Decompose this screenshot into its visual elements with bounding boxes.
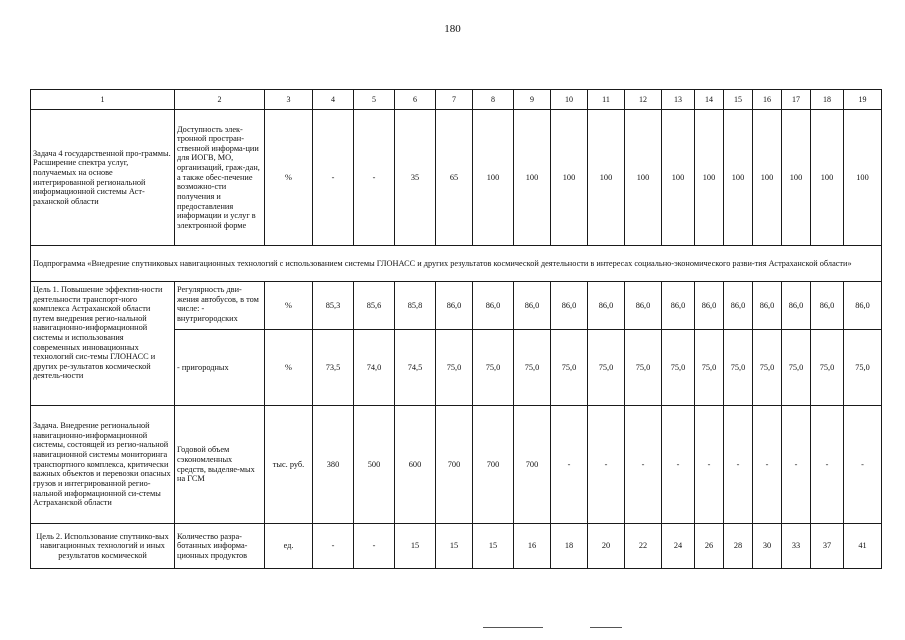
value-cell: 74,0 [354, 330, 395, 406]
value-cell: 24 [662, 524, 695, 569]
value-cell: 86,0 [625, 282, 662, 330]
subprogram-title: Подпрограмма «Внедрение спутниковых навигационных технологий с использованием системы ГЛОНАСС и других результатов космической деятельности в интересах социально-экономического разви-тия Астраханской области» [31, 246, 882, 282]
goal-cell: Задача 4 государственной про-граммы. Расширение спектра услуг, получаемых на основе интегрированной региональной информационной системы Аст-раханской области [31, 110, 175, 246]
column-number-header: 17 [782, 90, 811, 110]
column-number-header: 8 [473, 90, 514, 110]
column-number-header: 3 [265, 90, 313, 110]
column-number-header: 15 [724, 90, 753, 110]
value-cell: 18 [551, 524, 588, 569]
value-cell: 100 [753, 110, 782, 246]
column-number-header: 5 [354, 90, 395, 110]
value-cell: 380 [313, 406, 354, 524]
value-cell: 100 [551, 110, 588, 246]
value-cell: 86,0 [473, 282, 514, 330]
value-cell: 75,0 [662, 330, 695, 406]
value-cell: 100 [844, 110, 882, 246]
value-cell: - [724, 406, 753, 524]
indicator-cell: Доступность элек-тронной простран-ственной информа-ции для ИОГВ, МО, организаций, граж-дан, а также обес-печение возможно-сти получения и предоставления информации и услуг в электронной форме [175, 110, 265, 246]
value-cell: 100 [724, 110, 753, 246]
unit-cell: % [265, 282, 313, 330]
value-cell: 86,0 [551, 282, 588, 330]
page-number: 180 [444, 23, 461, 35]
value-cell: 16 [514, 524, 551, 569]
goal-cell: Цель 1. Повышение эффектив-ности деятельности транспорт-ного комплекса Астраханской области путем внедрения регио-нальной навигационно-информационной системы и использования современных инновационных технологий сис-темы ГЛОНАСС и других ре-зультатов космической деятель-ности [31, 282, 175, 406]
value-cell: 100 [625, 110, 662, 246]
value-cell: 100 [473, 110, 514, 246]
value-cell: 100 [662, 110, 695, 246]
value-cell: 85,3 [313, 282, 354, 330]
value-cell: 100 [695, 110, 724, 246]
value-cell: 37 [811, 524, 844, 569]
column-number-header: 10 [551, 90, 588, 110]
value-cell: 75,0 [724, 330, 753, 406]
column-number-header: 12 [625, 90, 662, 110]
column-number-header: 9 [514, 90, 551, 110]
column-number-header: 18 [811, 90, 844, 110]
value-cell: 86,0 [724, 282, 753, 330]
goal1-row-urban [31, 282, 882, 330]
value-cell: 86,0 [811, 282, 844, 330]
value-cell: 700 [436, 406, 473, 524]
value-cell: 73,5 [313, 330, 354, 406]
column-number-header: 13 [662, 90, 695, 110]
value-cell: 86,0 [753, 282, 782, 330]
unit-cell: % [265, 110, 313, 246]
column-number-header: 11 [588, 90, 625, 110]
value-cell: 86,0 [695, 282, 724, 330]
indicators-table [30, 89, 882, 569]
unit-cell: % [265, 330, 313, 406]
column-number-header: 1 [31, 90, 175, 110]
value-cell: 86,0 [782, 282, 811, 330]
stray-mark [483, 627, 543, 628]
indicator-cell: Регулярность дви-жения автобусов, в том числе: - внутригородских [175, 282, 265, 330]
value-cell: 20 [588, 524, 625, 569]
value-cell: 86,0 [588, 282, 625, 330]
column-number-header: 6 [395, 90, 436, 110]
value-cell: 75,0 [844, 330, 882, 406]
column-number-header: 19 [844, 90, 882, 110]
value-cell: - [588, 406, 625, 524]
value-cell: 700 [514, 406, 551, 524]
value-cell: 86,0 [514, 282, 551, 330]
task4-row [31, 110, 882, 246]
value-cell: 35 [395, 110, 436, 246]
value-cell: 65 [436, 110, 473, 246]
value-cell: - [811, 406, 844, 524]
value-cell: 30 [753, 524, 782, 569]
value-cell: - [354, 110, 395, 246]
value-cell: 75,0 [695, 330, 724, 406]
value-cell: 28 [724, 524, 753, 569]
value-cell: 86,0 [662, 282, 695, 330]
column-number-header: 2 [175, 90, 265, 110]
value-cell: - [662, 406, 695, 524]
value-cell: 75,0 [551, 330, 588, 406]
indicator-cell: Годовой объем сэкономленных средств, выделяе-мых на ГСМ [175, 406, 265, 524]
value-cell: - [354, 524, 395, 569]
value-cell: - [753, 406, 782, 524]
value-cell: 22 [625, 524, 662, 569]
value-cell: 26 [695, 524, 724, 569]
goal-cell: Цель 2. Использование спутнико-вых навигационных технологий и иных результатов космической [31, 524, 175, 569]
column-number-header: 4 [313, 90, 354, 110]
value-cell: 15 [395, 524, 436, 569]
indicator-cell: Количество разра-ботанных информа-ционных продуктов [175, 524, 265, 569]
value-cell: - [625, 406, 662, 524]
header-row [31, 90, 882, 110]
indicator-cell: - пригородных [175, 330, 265, 406]
value-cell: 86,0 [844, 282, 882, 330]
unit-cell: тыс. руб. [265, 406, 313, 524]
value-cell: 75,0 [625, 330, 662, 406]
value-cell: 85,6 [354, 282, 395, 330]
value-cell: 75,0 [514, 330, 551, 406]
value-cell: 100 [514, 110, 551, 246]
task-row [31, 406, 882, 524]
value-cell: - [782, 406, 811, 524]
value-cell: - [695, 406, 724, 524]
stray-mark [590, 627, 622, 628]
column-number-header: 16 [753, 90, 782, 110]
value-cell: 33 [782, 524, 811, 569]
value-cell: 75,0 [473, 330, 514, 406]
value-cell: - [313, 524, 354, 569]
value-cell: 15 [473, 524, 514, 569]
goal-cell: Задача. Внедрение региональной навигационно-информационной системы, состоящей из регио-нальной навигационной системы мониторинга транспортного комплекса, критически важных объектов и перевозки опасных грузов и интегрированной регио-нальной информационной си-стемы Астраханской области [31, 406, 175, 524]
value-cell: 75,0 [782, 330, 811, 406]
value-cell: 100 [588, 110, 625, 246]
value-cell: 75,0 [811, 330, 844, 406]
goal2-row [31, 524, 882, 569]
value-cell: 75,0 [753, 330, 782, 406]
value-cell: - [313, 110, 354, 246]
value-cell: - [551, 406, 588, 524]
value-cell: 100 [811, 110, 844, 246]
value-cell: 15 [436, 524, 473, 569]
column-number-header: 14 [695, 90, 724, 110]
value-cell: 100 [782, 110, 811, 246]
subprogram-row [31, 246, 882, 282]
value-cell: 41 [844, 524, 882, 569]
value-cell: - [844, 406, 882, 524]
column-number-header: 7 [436, 90, 473, 110]
value-cell: 700 [473, 406, 514, 524]
unit-cell: ед. [265, 524, 313, 569]
value-cell: 86,0 [436, 282, 473, 330]
value-cell: 75,0 [588, 330, 625, 406]
value-cell: 75,0 [436, 330, 473, 406]
value-cell: 74,5 [395, 330, 436, 406]
value-cell: 600 [395, 406, 436, 524]
value-cell: 500 [354, 406, 395, 524]
value-cell: 85,8 [395, 282, 436, 330]
